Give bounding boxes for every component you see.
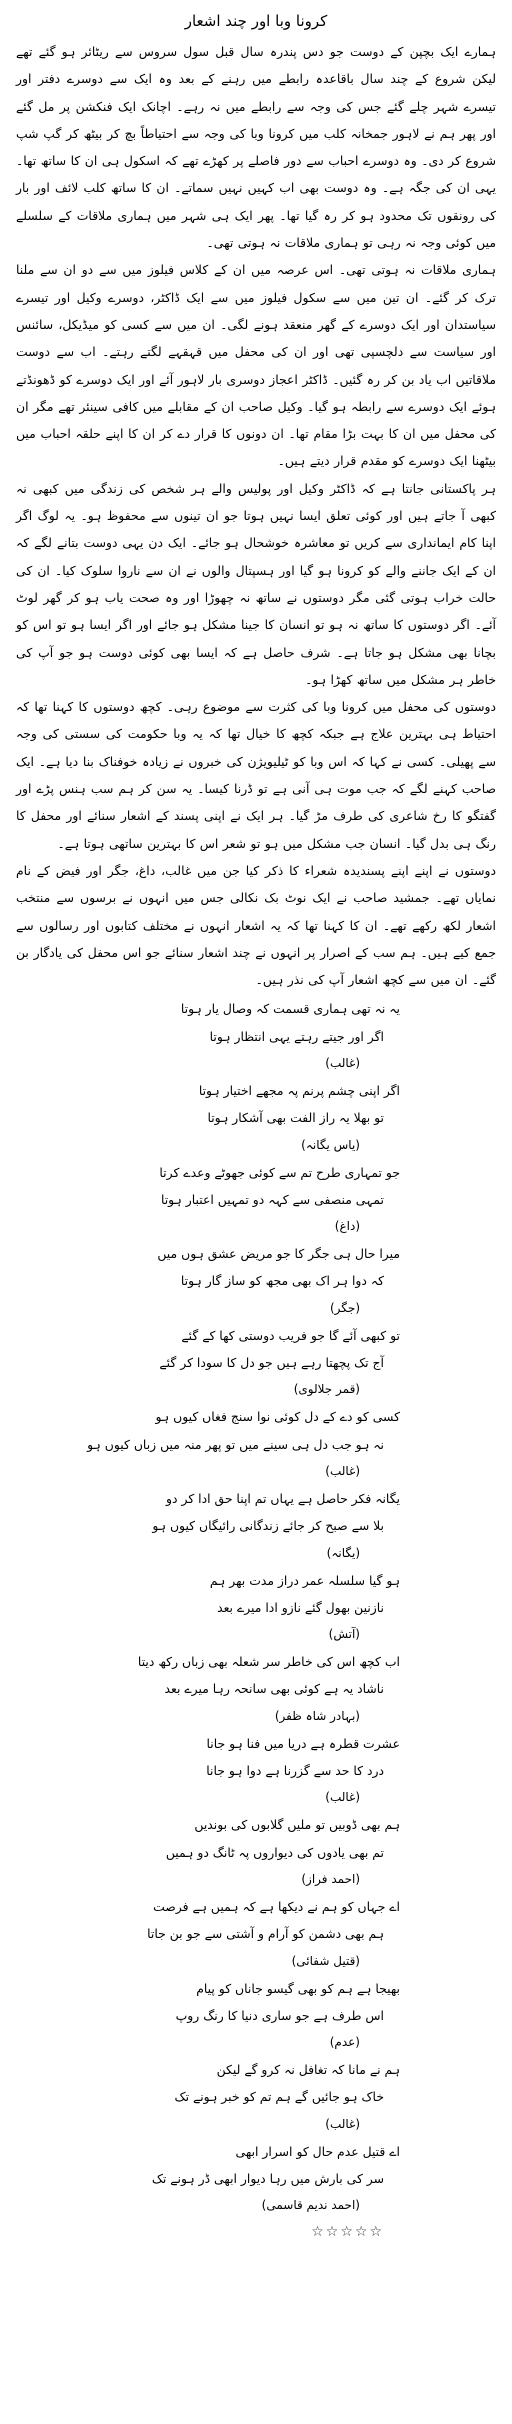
couplet <box>16 995 496 1077</box>
verse-line: عشرت قطرہ ہے دریا میں فنا ہو جانا <box>206 1735 400 1751</box>
couplet <box>16 1567 496 1649</box>
verse-line: ہم نے مانا کہ تغافل نہ کرو گے لیکن <box>216 2062 400 2078</box>
poet-name: (غالب) <box>325 1463 360 1478</box>
couplet <box>16 1159 496 1241</box>
verse-line: تو بھلا یہ راز الفت بھی آشکار ہوتا <box>207 1110 384 1126</box>
poet-name: (قمر جلالوی) <box>293 1382 360 1397</box>
verse-line: اے قتیل عدم حال کو اسرار ابھی <box>235 2143 400 2159</box>
article-paragraph: ہر پاکستانی جانتا ہے کہ ڈاکٹر وکیل اور پولیس والے ہر شخص کی زندگی میں کبھی نہ کبھی آ جاتے ہیں اور کوئی تعلق ایسا نہیں ہوتا جو ان تینوں سے محفوظ ہو۔ یہ لوگ اگر اپنا کام ایمانداری سے کریں تو معاشرہ خوشحال ہو جائے۔ ایک دن یہی دوست بتانے لگے کہ ان کے ایک جاننے والے کو کرونا ہو گیا اور ہسپتال والوں نے ان سے ناروا سلوک کیا۔ ان کی حالت خراب ہوتی گئی مگر دوستوں نے ساتھ نہ چھوڑا اور وہ صحت یاب ہو کر گھر لوٹ آئے۔ اگر دوستوں کا ساتھ نہ ہو تو انسان کا جینا مشکل ہو جائے اور اگر ایسا ہو تو اس کو بچانا بھی مشکل ہو جاتا ہے۔ شرف حاصل ہے کہ ایسا بھی کوئی دوست ہو جو آپ کی خاطر ہر مشکل میں ساتھ کھڑا ہو۔ <box>16 480 496 687</box>
verse-line: درد کا حد سے گزرنا ہے دوا ہو جانا <box>206 1763 384 1779</box>
poet-name: (غالب) <box>325 2116 360 2131</box>
verse-line: سر کی بارش میں رہا دیوار ابھی ڈر ہونے تک <box>151 2171 384 2186</box>
verse-line: آج تک پچھتا رہے ہیں جو دل کا سودا کر گئے <box>159 1355 384 1371</box>
verse-line: اس طرف ہے جو ساری دنیا کا رنگ روپ <box>175 2007 384 2023</box>
poet-name: (بہادر شاہ ظفر) <box>274 1708 360 1723</box>
verse-line: ناشاد یہ ہے کوئی بھی سانحہ رہا میرے بعد <box>164 1681 384 1697</box>
verse-line: میرا حال ہی جگر کا جو مریض عشق ہوں میں <box>157 1246 400 1262</box>
article-paragraph: دوستوں کی محفل میں کرونا وبا کی کثرت سے موضوع رہی۔ کچھ دوستوں کا کہنا تھا کہ احتیاط ہی بہترین علاج ہے جبکہ کچھ کا خیال تھا کہ یہ وبا حکومت کی سستی کی وجہ سے پھیلی۔ کسی نے کہا کہ اس وبا کو ٹیلیویژن کی خبروں نے زیادہ خوفناک بنا دیا ہے۔ ایک صاحب کہنے لگے کہ جب موت ہی آنی ہے تو ڈرنا کیسا۔ یہ سن کر ہم سب ہنس پڑے اور گفتگو کا رخ شاعری کی طرف مڑ گیا۔ ہر ایک نے اپنی پسند کے اشعار سنائے اور محفل کا رنگ ہی بدل گیا۔ انسان جب مشکل میں ہو تو شعر اس کا بہترین ساتھی ہوتا ہے۔ <box>16 699 496 851</box>
verse-line: کسی کو دے کے دل کوئی نوا سنج فغاں کیوں ہو <box>155 1409 400 1425</box>
couplet <box>16 1485 496 1567</box>
couplet <box>16 1975 496 2057</box>
poet-name: (جگر) <box>329 1300 360 1315</box>
poet-name: (احمد ندیم قاسمی) <box>261 2198 360 2213</box>
verse-line: اگر اپنی چشم پرنم پہ مجھے اختیار ہوتا <box>198 1082 400 1098</box>
verse-line: ہم بھی دشمن کو آرام و آشتی سے جو بن جاتا <box>147 1926 384 1942</box>
couplet <box>16 1403 496 1485</box>
poet-name: (یاس یگانہ) <box>301 1137 360 1152</box>
verse-line: بلا سے صبح کر جائے زندگانی رائیگاں کیوں ہو <box>152 1518 384 1534</box>
poet-name: (داغ) <box>334 1219 360 1234</box>
couplet <box>16 1240 496 1322</box>
verse-line: نہ ہو جب دل ہی سینے میں تو پھر منہ میں زباں کیوں ہو <box>87 1436 384 1452</box>
couplet <box>16 2138 496 2220</box>
couplet <box>16 1893 496 1975</box>
couplet <box>16 1077 496 1159</box>
article-body <box>16 38 496 993</box>
poet-name: (قتیل شفائی) <box>291 1953 360 1968</box>
verse-line: خاک ہو جائیں گے ہم تم کو خبر ہونے تک <box>174 2089 384 2105</box>
couplet <box>16 1322 496 1404</box>
verse-line: تو کبھی آئے گا جو فریب دوستی کھا کے گئے <box>181 1327 400 1343</box>
verse-line: ہم بھی ڈوبیں تو ملیں گلابوں کی بوندیں <box>194 1817 400 1833</box>
poet-name: (عدم) <box>329 2035 360 2050</box>
poem-list <box>16 995 496 2219</box>
article-paragraph: ہمارے ایک بچپن کے دوست جو دس پندرہ سال قبل سول سروس سے ریٹائر ہو گئے تھے لیکن شروع کے چند سال باقاعدہ رابطے میں رہنے کے بعد وہ ایک سے دوسرے دفتر اور تیسرے شہر چلے گئے جس کی وجہ سے رابطے میں نہ رہے۔ اچانک ایک فنکشن پر مل گئے اور پھر ہم نے لاہور جمخانہ کلب میں کرونا وبا کی وجہ سے احتیاطاً بچ کر بیٹھ کر گپ شپ شروع کر دی۔ وہ دوسرے احباب سے دور فاصلے پر کھڑے تھے کہ اسکول ہی ان کا ساتھ تھا۔ یہی ان کی جگہ ہے۔ وہ دوست بھی اب کہیں نہیں سماتے۔ ان کا ساتھ کلب لائف اور بار کی رونقوں تک محدود ہو کر رہ گیا تھا۔ پھر ایک ہی شہر میں ہماری ملاقات کے سلسلے میں کوئی وجہ نہ رہی تو ہماری ملاقات نہ ہوتی تھی۔ <box>16 44 496 251</box>
verse-line: یگانہ فکر حاصل ہے یہاں تم اپنا حق ادا کر دو <box>166 1490 400 1506</box>
verse-line: ہو گیا سلسلہ عمر دراز مدت بھر ہم <box>209 1572 400 1588</box>
poet-name: (یگانہ) <box>326 1545 360 1560</box>
couplet <box>16 1648 496 1730</box>
verse-line: جو تمہاری طرح تم سے کوئی جھوٹے وعدے کرتا <box>159 1164 400 1180</box>
verse-line: اے جہاں کو ہم نے دیکھا ہے کہ ہمیں ہے فرصت <box>153 1898 400 1914</box>
poet-name: (غالب) <box>325 1790 360 1805</box>
poet-name: (آتش) <box>328 1627 360 1642</box>
verse-line: تمہی منصفی سے کہہ دو تمہیں اعتبار ہوتا <box>160 1191 384 1207</box>
end-stars: ☆☆☆☆☆ <box>311 2224 384 2241</box>
verse-line: تم بھی یادوں کی دیواروں پہ ٹانگ دو ہمیں <box>165 1844 384 1860</box>
article-paragraph: دوستوں نے اپنے اپنے پسندیدہ شعراء کا ذکر کیا جن میں غالب، داغ، جگر اور فیض کے نام نمایاں تھے۔ جمشید صاحب نے ایک نوٹ بک نکالی جس میں انہوں نے برسوں سے منتخب اشعار لکھ رکھے تھے۔ ان کا کہنا تھا کہ یہ اشعار انہوں نے مختلف کتابوں اور رسالوں سے جمع کیے ہیں۔ ہم سب کے اصرار پر انہوں نے چند اشعار سنائے جو اس محفل کی یادگار بن گئے۔ ان میں سے کچھ اشعار آپ کی نذر ہیں۔ <box>16 862 496 988</box>
article-title: کرونا وبا اور چند اشعار <box>184 12 328 30</box>
verse-line: اگر اور جیتے رہتے یہی انتظار ہوتا <box>209 1028 384 1044</box>
verse-line: بھیجا ہے ہم کو بھی گیسو جاناں کو پیام <box>196 1980 400 1996</box>
poet-name: (غالب) <box>325 1055 360 1070</box>
verse-line: نازنین بھول گئے نازو ادا میرے بعد <box>217 1599 384 1615</box>
couplet <box>16 2056 496 2138</box>
verse-line: اب کچھ اس کی خاطر سر شعلہ بھی زباں رکھ دیتا <box>137 1654 400 1670</box>
couplet <box>16 1811 496 1893</box>
poet-name: (احمد فراز) <box>301 1871 360 1886</box>
verse-line: یہ نہ تھی ہماری قسمت کہ وصال یار ہوتا <box>180 1001 400 1017</box>
article-paragraph: ہماری ملاقات نہ ہوتی تھی۔ اس عرصہ میں ان کے کلاس فیلوز میں سے دو ان سے ملنا ترک کر گئے۔ ان تین میں سے سکول فیلوز میں سے ایک ڈاکٹر، دوسرے وکیل اور تیسرے سیاستدان اور ایک دوسرے کے گھر منعقد ہونے لگی۔ ان میں سے کسی کو میڈیکل، سائنس اور سیاست سے دلچسپی تھی اور ان کی محفل میں قہقہے لگتے رہتے۔ اب سے دوست ملاقاتیں اب یاد بن کر رہ گئیں۔ ڈاکٹر اعجاز دوسری بار لاہور آئے اور ایک دوسرے کو ڈھونڈتے ہوئے ایک دوسرے سے رابطہ ہو گیا۔ وکیل صاحب ان کے مقابلے میں کافی سینئر تھے مگر ان کی محفل میں ان کا بہت بڑا مقام تھا۔ ان دونوں کا قرار دے کر ان کا اپنے حلقہ احباب میں بیٹھنا ایک دوسرے کو مقدم قرار دیتے ہیں۔ <box>16 262 496 469</box>
verse-line: کہ دوا ہر اک بھی مجھ کو ساز گار ہوتا <box>180 1273 384 1289</box>
couplet <box>16 1730 496 1812</box>
